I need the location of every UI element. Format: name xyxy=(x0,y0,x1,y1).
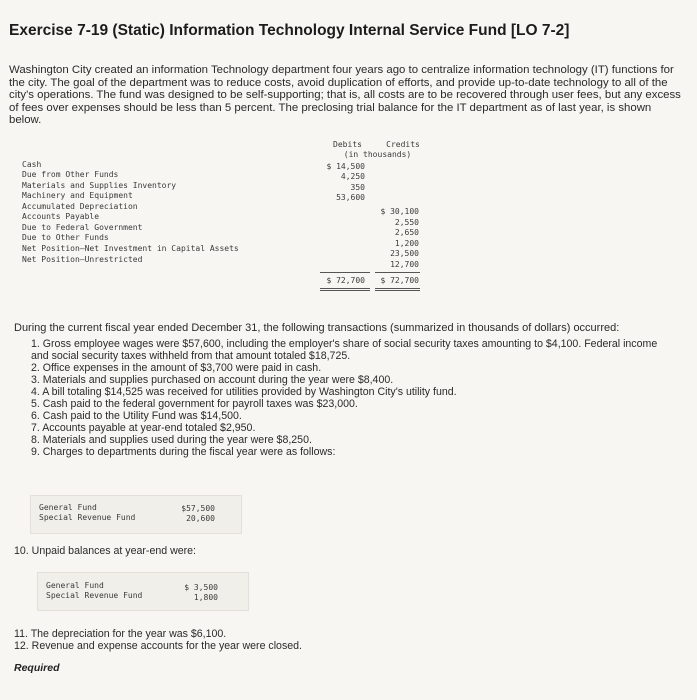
required-heading: Required xyxy=(14,662,60,674)
debit-value: 53,600 xyxy=(336,193,365,202)
total-double-rule xyxy=(375,290,420,291)
credit-value: 2,550 xyxy=(394,218,419,227)
exercise-title: Exercise 7-19 (Static) Information Technology Internal Service Fund [LO 7-2] xyxy=(9,22,570,39)
total-double-rule xyxy=(320,290,370,291)
account-name: Cash xyxy=(22,160,42,169)
transaction-item: 9. Charges to departments during the fiscal year were as follows: xyxy=(31,446,336,458)
charges-amount: $57,500 xyxy=(181,504,215,513)
transactions-intro: During the current fiscal year ended December 31, the following transactions (summarized in thousands of dollars) occurred: xyxy=(14,322,620,334)
debits-header: Debits xyxy=(333,140,362,149)
transaction-item: 3. Materials and supplies purchased on account during the year were $8,400. xyxy=(31,374,394,386)
credits-header: Credits xyxy=(386,140,420,149)
account-name: Due to Federal Government xyxy=(22,223,143,232)
total-double-rule xyxy=(320,288,370,289)
unpaid-label: General Fund xyxy=(46,581,104,590)
unit-header: (in thousands) xyxy=(343,150,412,159)
transaction-item: 8. Materials and supplies used during the year were $8,250. xyxy=(31,434,312,446)
debit-value: 4,250 xyxy=(340,172,365,181)
unpaid-amount: 1,800 xyxy=(193,593,218,602)
account-name: Due from Other Funds xyxy=(22,170,119,179)
total-credits: $ 72,700 xyxy=(380,276,419,285)
charges-table xyxy=(30,495,242,534)
charges-label: Special Revenue Fund xyxy=(39,513,136,522)
charges-amount: 20,600 xyxy=(186,514,215,523)
transaction-item: 5. Cash paid to the federal government for payroll taxes was $23,000. xyxy=(31,398,358,410)
transaction-item: 4. A bill totaling $14,525 was received for utilities provided by Washington City's utility fund. xyxy=(31,386,457,398)
credit-value: 23,500 xyxy=(390,249,419,258)
account-name: Accumulated Depreciation xyxy=(22,202,138,211)
transaction-item: 2. Office expenses in the amount of $3,700 were paid in cash. xyxy=(31,362,322,374)
intro-paragraph: Washington City created an information Technology department four years ago to centralize information technology (IT) functions for the city. The goal of the department was to reduce costs, avoid duplication of efforts, and provide up-to-date technology to all of the city's operations. The fund was designed to be self-supporting; that is, all costs are to be recovered through user fees, but any excess of fees over expenses should be less than 5 percent. The preclosing trial balance for the IT department as of last year, is shown below. xyxy=(9,64,681,126)
credit-value: $ 30,100 xyxy=(380,207,419,216)
total-rule xyxy=(320,272,370,273)
debit-value: $ 14,500 xyxy=(326,162,365,171)
transaction-item: 1. Gross employee wages were $57,600, including the employer's share of social security taxes amounting to $4,100. Federal income and social security taxes withheld from that amount totaled $18,725. xyxy=(31,338,658,362)
total-double-rule xyxy=(375,288,420,289)
credit-value: 2,650 xyxy=(394,228,419,237)
account-name: Net Position—Net Investment in Capital Assets xyxy=(22,244,239,253)
account-name: Accounts Payable xyxy=(22,212,100,221)
account-name: Net Position—Unrestricted xyxy=(22,255,143,264)
transaction-item: 6. Cash paid to the Utility Fund was $14,500. xyxy=(31,410,242,422)
charges-label: General Fund xyxy=(39,503,97,512)
credit-value: 1,200 xyxy=(394,239,419,248)
unpaid-amount: $ 3,500 xyxy=(184,583,218,592)
debit-value: 350 xyxy=(350,183,365,192)
total-rule xyxy=(375,272,420,273)
credit-value: 12,700 xyxy=(390,260,419,269)
transaction-item-11: 11. The depreciation for the year was $6,100. xyxy=(14,628,227,640)
account-name: Machinery and Equipment xyxy=(22,191,133,200)
account-name: Materials and Supplies Inventory xyxy=(22,181,177,190)
account-name: Due to Other Funds xyxy=(22,233,109,242)
unpaid-label: Special Revenue Fund xyxy=(46,591,143,600)
total-debits: $ 72,700 xyxy=(326,276,365,285)
transaction-item-10: 10. Unpaid balances at year-end were: xyxy=(14,545,196,557)
unpaid-table xyxy=(37,572,249,611)
transaction-item: 7. Accounts payable at year-end totaled $2,950. xyxy=(31,422,256,434)
transaction-item-12: 12. Revenue and expense accounts for the year were closed. xyxy=(14,640,302,652)
